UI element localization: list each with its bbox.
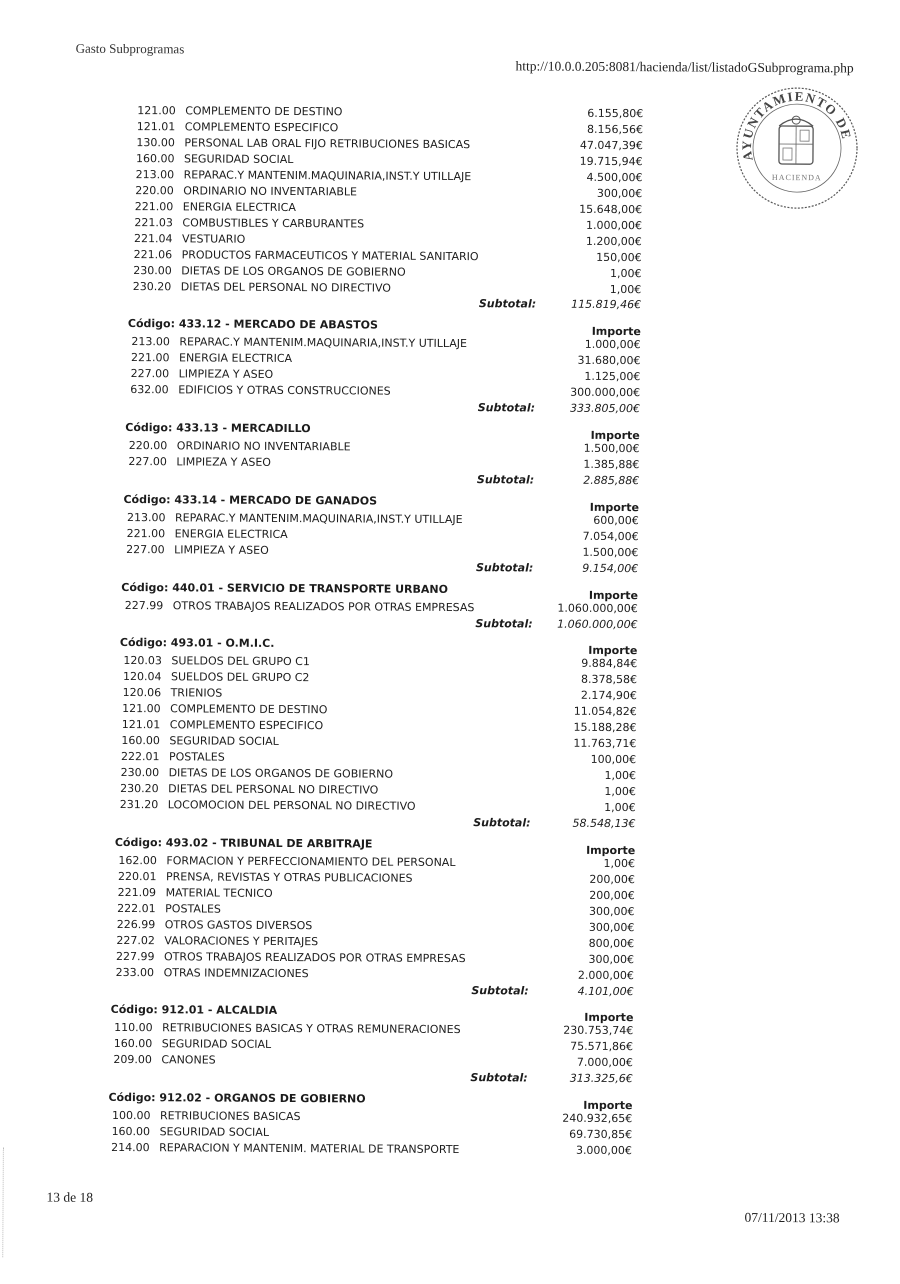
concept-description: VESTUARIO xyxy=(182,230,245,247)
concept-description: ENERGIA ELECTRICA xyxy=(183,198,296,216)
concept-code: 160.00 xyxy=(112,1123,152,1140)
concept-description: PRENSA, REVISTAS Y OTRAS PUBLICACIONES xyxy=(166,868,413,887)
concept-amount: 240.932,65€ xyxy=(512,1110,632,1128)
importe-header: Importe xyxy=(517,642,637,660)
concept-amount: 300,00€ xyxy=(514,950,634,968)
subtotal-amount: 2.885,88€ xyxy=(519,471,639,489)
concept-amount: 300,00€ xyxy=(522,184,642,202)
concept-code: 209.00 xyxy=(113,1051,153,1068)
concept-amount: 19.715,94€ xyxy=(523,152,643,170)
concept-code: 220.00 xyxy=(135,182,175,199)
concept-amount: 200,00€ xyxy=(515,870,635,888)
concept-amount: 1.000,00€ xyxy=(521,336,641,354)
concept-amount: 7.000,00€ xyxy=(513,1054,633,1072)
concept-description: ENERGIA ELECTRICA xyxy=(179,350,292,368)
section-title: Código: 912.01 - ALCALDIA xyxy=(111,1001,278,1019)
concept-code: 221.00 xyxy=(135,198,175,215)
concept-amount: 800,00€ xyxy=(514,934,634,952)
importe-header: Importe xyxy=(512,1097,632,1115)
concept-code: 221.00 xyxy=(131,349,171,366)
concept-description: COMPLEMENTO ESPECIFICO xyxy=(185,118,339,136)
concept-description: TRIENIOS xyxy=(171,685,223,702)
importe-header: Importe xyxy=(520,427,640,445)
concept-code: 227.99 xyxy=(116,948,156,965)
subtotal-amount: 4.101,00€ xyxy=(514,982,634,1000)
concept-amount: 3.000,00€ xyxy=(512,1141,632,1159)
concept-amount: 2.174,90€ xyxy=(517,687,637,705)
concept-code: 160.00 xyxy=(136,150,176,167)
concept-code: 221.00 xyxy=(127,525,167,542)
concept-amount: 7.054,00€ xyxy=(519,527,639,545)
concept-amount: 69.730,85€ xyxy=(512,1125,632,1143)
concept-code: 230.00 xyxy=(121,764,161,781)
concept-description: REPARAC.Y MANTENIM.MAQUINARIA,INST.Y UTILLAJE xyxy=(179,334,467,353)
concept-code: 100.00 xyxy=(112,1107,152,1124)
concept-description: OTROS TRABAJOS REALIZADOS POR OTRAS EMPRESAS xyxy=(164,948,466,967)
concept-description: VALORACIONES Y PERITAJES xyxy=(164,932,318,950)
section-title: Código: 493.02 - TRIBUNAL DE ARBITRAJE xyxy=(115,834,373,853)
importe-header: Importe xyxy=(513,1009,633,1027)
concept-code: 110.00 xyxy=(114,1019,154,1036)
seal-text: AYUNTAMIENTO DE xyxy=(739,88,855,163)
concept-amount: 1.200,00€ xyxy=(522,232,642,250)
concept-amount: 2.000,00€ xyxy=(514,966,634,984)
concept-amount: 15.648,00€ xyxy=(522,200,642,218)
subtotal-label: Subtotal: xyxy=(448,1069,528,1086)
concept-amount: 4.500,00€ xyxy=(522,168,642,186)
concept-amount: 1.385,88€ xyxy=(519,455,639,473)
concept-code: 121.00 xyxy=(137,102,177,119)
concept-description: DIETAS DEL PERSONAL NO DIRECTIVO xyxy=(181,278,391,296)
concept-description: RETRIBUCIONES BASICAS xyxy=(160,1107,301,1125)
subtotal-amount: 1.060.000,00€ xyxy=(518,615,638,633)
concept-amount: 1.500,00€ xyxy=(520,439,640,457)
concept-description: LIMPIEZA Y ASEO xyxy=(174,541,269,559)
concept-amount: 300,00€ xyxy=(514,902,634,920)
concept-amount: 1,00€ xyxy=(515,854,635,872)
concept-code: 160.00 xyxy=(121,732,161,749)
concept-description: DIETAS DE LOS ORGANOS DE GOBIERNO xyxy=(169,764,394,782)
concept-description: SEGURIDAD SOCIAL xyxy=(169,732,278,750)
concept-description: LIMPIEZA Y ASEO xyxy=(176,453,271,471)
concept-amount: 31.680,00€ xyxy=(520,352,640,370)
subtotal-label: Subtotal: xyxy=(454,471,534,488)
concept-description: EDIFICIOS Y OTRAS CONSTRUCCIONES xyxy=(178,382,391,400)
concept-code: 162.00 xyxy=(118,852,158,869)
concept-amount: 300,00€ xyxy=(514,918,634,936)
concept-amount: 75.571,86€ xyxy=(513,1038,633,1056)
concept-code: 230.00 xyxy=(133,262,173,279)
concept-code: 120.04 xyxy=(123,668,163,685)
concept-description: FORMACION Y PERFECCIONAMIENTO DEL PERSONAL xyxy=(166,852,455,871)
concept-description: COMPLEMENTO DE DESTINO xyxy=(185,102,342,120)
concept-description: SUELDOS DEL GRUPO C2 xyxy=(171,669,310,687)
subtotal-amount: 9.154,00€ xyxy=(518,559,638,577)
concept-amount: 1.500,00€ xyxy=(518,543,638,561)
concept-amount: 300.000,00€ xyxy=(520,384,640,402)
concept-description: OTROS GASTOS DIVERSOS xyxy=(165,916,313,934)
concept-code: 221.04 xyxy=(134,230,174,247)
concept-code: 227.99 xyxy=(125,597,165,614)
concept-code: 227.00 xyxy=(131,365,171,382)
subtotal-amount: 58.548,13€ xyxy=(515,814,635,832)
concept-code: 221.06 xyxy=(134,246,174,263)
concept-description: SEGURIDAD SOCIAL xyxy=(160,1123,269,1141)
concept-code: 222.01 xyxy=(117,900,157,917)
concept-code: 233.00 xyxy=(116,963,156,980)
concept-amount: 1,00€ xyxy=(516,798,636,816)
concept-description: DIETAS DEL PERSONAL NO DIRECTIVO xyxy=(168,780,378,798)
concept-amount: 1,00€ xyxy=(521,280,641,298)
concept-description: REPARACION Y MANTENIM. MATERIAL DE TRANSPORTE xyxy=(159,1139,459,1158)
subtotal-label: Subtotal: xyxy=(449,981,529,998)
concept-description: ORDINARIO NO INVENTARIABLE xyxy=(183,182,357,200)
concept-description: SEGURIDAD SOCIAL xyxy=(184,150,293,168)
concept-code: 221.03 xyxy=(134,214,174,231)
subtotal-label: Subtotal: xyxy=(456,295,536,312)
concept-amount: 1,00€ xyxy=(516,767,636,785)
concept-amount: 1.060.000,00€ xyxy=(518,599,638,617)
concept-amount: 1.000,00€ xyxy=(522,216,642,234)
concept-amount: 15.188,28€ xyxy=(516,719,636,737)
concept-amount: 1.125,00€ xyxy=(520,368,640,386)
concept-amount: 100,00€ xyxy=(516,751,636,769)
subtotal-label: Subtotal: xyxy=(453,559,533,576)
concept-code: 213.00 xyxy=(127,509,167,526)
header-url: http://10.0.0.205:8081/hacienda/list/listadoGSubprograma.php xyxy=(515,58,853,76)
section-title: Código: 440.01 - SERVICIO DE TRANSPORTE URBANO xyxy=(121,579,448,598)
concept-description: PRODUCTOS FARMACEUTICOS Y MATERIAL SANITARIO xyxy=(182,246,479,265)
concept-description: ENERGIA ELECTRICA xyxy=(175,525,288,543)
subtotal-label: Subtotal: xyxy=(453,615,533,632)
concept-description: OTROS TRABAJOS REALIZADOS POR OTRAS EMPRESAS xyxy=(173,597,475,616)
concept-code: 214.00 xyxy=(111,1139,151,1156)
importe-header: Importe xyxy=(515,841,635,859)
concept-code: 121.01 xyxy=(122,716,162,733)
concept-amount: 230.753,74€ xyxy=(513,1022,633,1040)
concept-code: 213.00 xyxy=(136,166,176,183)
section-title: Código: 433.12 - MERCADO DE ABASTOS xyxy=(128,315,378,334)
concept-amount: 11.763,71€ xyxy=(516,735,636,753)
section-title: Código: 912.02 - ORGANOS DE GOBIERNO xyxy=(108,1089,365,1108)
concept-description: OTRAS INDEMNIZACIONES xyxy=(164,964,309,982)
concept-code: 120.06 xyxy=(123,684,163,701)
concept-amount: 47.047,39€ xyxy=(523,136,643,154)
concept-code: 222.01 xyxy=(121,748,161,765)
section-title: Código: 493.01 - O.M.I.C. xyxy=(120,634,275,652)
concept-amount: 11.054,82€ xyxy=(517,703,637,721)
concept-description: CANONES xyxy=(161,1052,215,1069)
concept-code: 227.00 xyxy=(128,453,168,470)
concept-description: LOCOMOCION DEL PERSONAL NO DIRECTIVO xyxy=(168,796,416,815)
concept-description: PERSONAL LAB ORAL FIJO RETRIBUCIONES BASICAS xyxy=(184,134,470,153)
concept-code: 231.20 xyxy=(120,796,160,813)
concept-description: MATERIAL TECNICO xyxy=(166,884,273,902)
concept-description: RETRIBUCIONES BASICAS Y OTRAS REMUNERACIONES xyxy=(162,1020,461,1039)
header-title: Gasto Subprogramas xyxy=(76,41,185,58)
section-title: Código: 433.14 - MERCADO DE GANADOS xyxy=(123,491,377,510)
concept-description: SEGURIDAD SOCIAL xyxy=(162,1036,271,1054)
concept-amount: 1,00€ xyxy=(516,782,636,800)
concept-code: 227.00 xyxy=(126,541,166,558)
concept-code: 220.00 xyxy=(129,437,169,454)
concept-code: 221.09 xyxy=(118,884,158,901)
concept-amount: 8.156,56€ xyxy=(523,120,643,138)
subtotal-label: Subtotal: xyxy=(450,814,530,831)
seal-inner-text: HACIENDA xyxy=(772,173,822,182)
concept-code: 220.01 xyxy=(118,868,158,885)
subtotal-amount: 333.805,00€ xyxy=(520,400,640,418)
concept-description: COMBUSTIBLES Y CARBURANTES xyxy=(182,214,364,232)
concept-code: 160.00 xyxy=(114,1035,154,1052)
concept-code: 227.02 xyxy=(116,932,156,949)
footer-datetime: 07/11/2013 13:38 xyxy=(744,1210,839,1227)
subtotal-amount: 115.819,46€ xyxy=(521,296,641,314)
concept-description: REPARAC.Y MANTENIM.MAQUINARIA,INST.Y UTILLAJE xyxy=(175,509,463,528)
footer-page-number: 13 de 18 xyxy=(47,1190,94,1206)
concept-code: 230.20 xyxy=(120,780,160,797)
concept-description: POSTALES xyxy=(169,748,225,765)
concept-description: DIETAS DE LOS ORGANOS DE GOBIERNO xyxy=(181,262,406,280)
concept-amount: 8.378,58€ xyxy=(517,671,637,689)
subtotal-label: Subtotal: xyxy=(455,399,535,416)
concept-description: POSTALES xyxy=(165,900,221,917)
concept-code: 632.00 xyxy=(130,381,170,398)
concept-description: ORDINARIO NO INVENTARIABLE xyxy=(177,437,351,455)
concept-code: 121.01 xyxy=(137,118,177,135)
subtotal-amount: 313.325,6€ xyxy=(513,1070,633,1088)
importe-header: Importe xyxy=(518,586,638,604)
concept-amount: 9.884,84€ xyxy=(517,655,637,673)
concept-description: REPARAC.Y MANTENIM.MAQUINARIA,INST.Y UTILLAJE xyxy=(184,166,472,185)
concept-description: LIMPIEZA Y ASEO xyxy=(179,366,274,384)
concept-amount: 600,00€ xyxy=(519,511,639,529)
concept-amount: 1,00€ xyxy=(521,264,641,282)
concept-code: 226.99 xyxy=(117,916,157,933)
concept-description: SUELDOS DEL GRUPO C1 xyxy=(171,653,310,671)
concept-description: COMPLEMENTO DE DESTINO xyxy=(170,701,327,719)
concept-code: 121.00 xyxy=(122,700,162,717)
concept-amount: 150,00€ xyxy=(522,248,642,266)
concept-amount: 200,00€ xyxy=(515,886,635,904)
concept-code: 213.00 xyxy=(131,333,171,350)
concept-code: 120.03 xyxy=(123,652,163,669)
concept-code: 130.00 xyxy=(136,134,176,151)
concept-code: 230.20 xyxy=(133,278,173,295)
concept-description: COMPLEMENTO ESPECIFICO xyxy=(170,717,324,735)
importe-header: Importe xyxy=(519,498,639,516)
importe-header: Importe xyxy=(521,323,641,341)
section-title: Código: 433.13 - MERCADILLO xyxy=(125,419,310,437)
concept-amount: 6.155,80€ xyxy=(523,104,643,122)
